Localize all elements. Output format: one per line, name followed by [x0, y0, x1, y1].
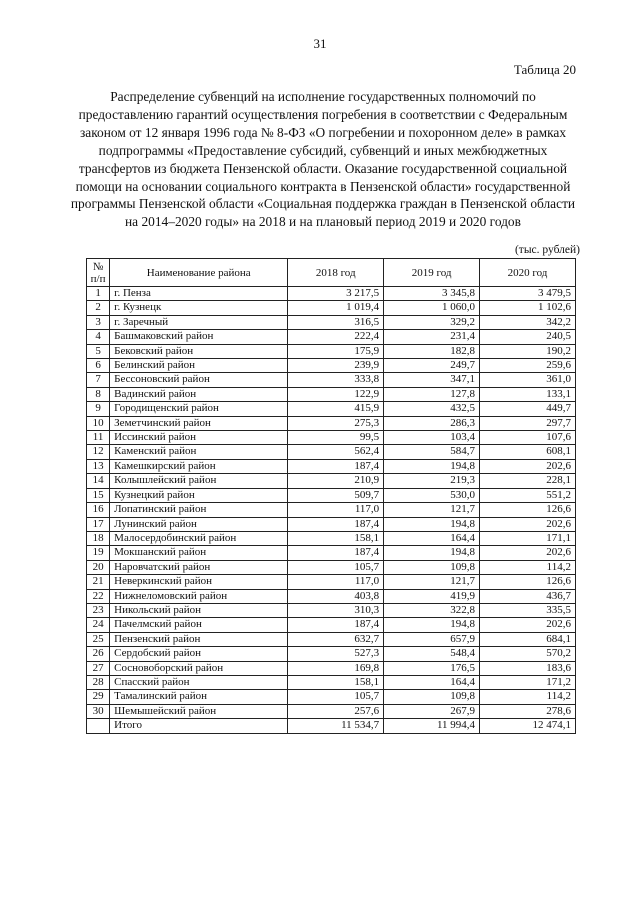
row-num: 11: [87, 431, 110, 445]
total-2018: 11 534,7: [288, 719, 384, 733]
subvention-table: [86, 258, 576, 734]
table-row: [87, 474, 576, 488]
value-2020: 202,6: [480, 618, 576, 632]
total-2020: 12 474,1: [480, 719, 576, 733]
district-name: г. Кузнецк: [110, 301, 288, 315]
value-2018: 158,1: [288, 675, 384, 689]
district-name: Городищенский район: [110, 402, 288, 416]
district-name: Башмаковский район: [110, 330, 288, 344]
table-row: [87, 301, 576, 315]
value-2020: 297,7: [480, 416, 576, 430]
value-2019: 657,9: [384, 632, 480, 646]
district-name: Наровчатский район: [110, 560, 288, 574]
value-2020: 126,6: [480, 503, 576, 517]
value-2018: 122,9: [288, 387, 384, 401]
row-num: 8: [87, 387, 110, 401]
row-num: 7: [87, 373, 110, 387]
table-row: [87, 445, 576, 459]
district-name: Нижнеломовский район: [110, 589, 288, 603]
page-number: 31: [313, 36, 327, 51]
district-name: Кузнецкий район: [110, 488, 288, 502]
units-note: (тыс. рублей): [514, 244, 580, 256]
row-num: 28: [87, 675, 110, 689]
value-2020: 202,6: [480, 517, 576, 531]
value-2019: 194,8: [384, 618, 480, 632]
table-row: [87, 704, 576, 718]
value-2019: 286,3: [384, 416, 480, 430]
value-2019: 121,7: [384, 503, 480, 517]
value-2019: 548,4: [384, 647, 480, 661]
value-2020: 1 102,6: [480, 301, 576, 315]
row-num: 14: [87, 474, 110, 488]
value-2018: 105,7: [288, 690, 384, 704]
district-name: Сердобский район: [110, 647, 288, 661]
district-name: Бессоновский район: [110, 373, 288, 387]
table-row: [87, 287, 576, 301]
district-name: Лопатинский район: [110, 503, 288, 517]
row-num: 17: [87, 517, 110, 531]
district-name: г. Пенза: [110, 287, 288, 301]
table-row: [87, 387, 576, 401]
value-2018: 632,7: [288, 632, 384, 646]
table-row: [87, 459, 576, 473]
row-num: 2: [87, 301, 110, 315]
value-2020: 171,2: [480, 675, 576, 689]
row-num: 3: [87, 315, 110, 329]
value-2019: 182,8: [384, 344, 480, 358]
value-2019: 231,4: [384, 330, 480, 344]
value-2019: 419,9: [384, 589, 480, 603]
row-num: 30: [87, 704, 110, 718]
row-num: 15: [87, 488, 110, 502]
row-num: 20: [87, 560, 110, 574]
value-2018: 316,5: [288, 315, 384, 329]
row-num: 1: [87, 287, 110, 301]
value-2018: 222,4: [288, 330, 384, 344]
table-row: [87, 546, 576, 560]
district-name: Пачелмский район: [110, 618, 288, 632]
value-2019: 176,5: [384, 661, 480, 675]
value-2020: 240,5: [480, 330, 576, 344]
row-num: 23: [87, 603, 110, 617]
header-name: Наименование района: [110, 259, 288, 287]
district-name: Пензенский район: [110, 632, 288, 646]
row-num: 5: [87, 344, 110, 358]
value-2019: 121,7: [384, 575, 480, 589]
value-2020: 190,2: [480, 344, 576, 358]
header-2020: 2020 год: [480, 259, 576, 287]
value-2018: 210,9: [288, 474, 384, 488]
value-2019: 347,1: [384, 373, 480, 387]
value-2019: 329,2: [384, 315, 480, 329]
value-2018: 99,5: [288, 431, 384, 445]
table-row: [87, 402, 576, 416]
row-num: 29: [87, 690, 110, 704]
value-2018: 403,8: [288, 589, 384, 603]
district-name: Лунинский район: [110, 517, 288, 531]
value-2018: 239,9: [288, 359, 384, 373]
value-2020: 361,0: [480, 373, 576, 387]
value-2020: 570,2: [480, 647, 576, 661]
header-2019: 2019 год: [384, 259, 480, 287]
total-row: [87, 719, 576, 733]
value-2020: 278,6: [480, 704, 576, 718]
value-2020: 259,6: [480, 359, 576, 373]
value-2018: 333,8: [288, 373, 384, 387]
district-name: Шемышейский район: [110, 704, 288, 718]
table-row: [87, 647, 576, 661]
value-2018: 275,3: [288, 416, 384, 430]
row-num: 9: [87, 402, 110, 416]
value-2018: 527,3: [288, 647, 384, 661]
district-name: Колышлейский район: [110, 474, 288, 488]
value-2018: 3 217,5: [288, 287, 384, 301]
row-num: 6: [87, 359, 110, 373]
district-name: Спасский район: [110, 675, 288, 689]
district-name: Никольский район: [110, 603, 288, 617]
table-row: [87, 531, 576, 545]
value-2019: 267,9: [384, 704, 480, 718]
value-2020: 608,1: [480, 445, 576, 459]
value-2018: 175,9: [288, 344, 384, 358]
value-2020: 114,2: [480, 690, 576, 704]
value-2018: 562,4: [288, 445, 384, 459]
value-2018: 187,4: [288, 517, 384, 531]
total-2019: 11 994,4: [384, 719, 480, 733]
district-name: Малосердобинский район: [110, 531, 288, 545]
value-2020: 449,7: [480, 402, 576, 416]
value-2019: 127,8: [384, 387, 480, 401]
value-2019: 109,8: [384, 560, 480, 574]
row-num: 10: [87, 416, 110, 430]
table-row: [87, 575, 576, 589]
value-2020: 551,2: [480, 488, 576, 502]
value-2019: 584,7: [384, 445, 480, 459]
value-2019: 194,8: [384, 517, 480, 531]
value-2020: 202,6: [480, 546, 576, 560]
table-row: [87, 416, 576, 430]
district-name: Иссинский район: [110, 431, 288, 445]
value-2018: 105,7: [288, 560, 384, 574]
value-2018: 310,3: [288, 603, 384, 617]
value-2018: 117,0: [288, 503, 384, 517]
district-name: Бековский район: [110, 344, 288, 358]
table-row: [87, 373, 576, 387]
table-row: [87, 675, 576, 689]
table-row: [87, 503, 576, 517]
value-2020: 436,7: [480, 589, 576, 603]
table-row: [87, 661, 576, 675]
table-row: [87, 560, 576, 574]
value-2020: 684,1: [480, 632, 576, 646]
district-name: Сосновоборский район: [110, 661, 288, 675]
district-name: Тамалинский район: [110, 690, 288, 704]
district-name: Каменский район: [110, 445, 288, 459]
table-row: [87, 632, 576, 646]
district-name: Неверкинский район: [110, 575, 288, 589]
table-row: [87, 488, 576, 502]
value-2020: 171,1: [480, 531, 576, 545]
value-2019: 432,5: [384, 402, 480, 416]
row-num: 25: [87, 632, 110, 646]
district-name: Камешкирский район: [110, 459, 288, 473]
row-num: 16: [87, 503, 110, 517]
table-row: [87, 517, 576, 531]
row-num: 13: [87, 459, 110, 473]
row-num: 4: [87, 330, 110, 344]
value-2018: 158,1: [288, 531, 384, 545]
value-2019: 219,3: [384, 474, 480, 488]
value-2019: 194,8: [384, 546, 480, 560]
table-row: [87, 603, 576, 617]
value-2018: 187,4: [288, 618, 384, 632]
value-2018: 509,7: [288, 488, 384, 502]
table-number: Таблица 20: [513, 62, 576, 77]
table-row: [87, 589, 576, 603]
value-2019: 103,4: [384, 431, 480, 445]
value-2019: 194,8: [384, 459, 480, 473]
value-2020: 183,6: [480, 661, 576, 675]
row-num: 21: [87, 575, 110, 589]
district-name: Мокшанский район: [110, 546, 288, 560]
district-name: Вадинский район: [110, 387, 288, 401]
value-2019: 164,4: [384, 531, 480, 545]
value-2020: 133,1: [480, 387, 576, 401]
table-row: [87, 315, 576, 329]
value-2019: 322,8: [384, 603, 480, 617]
document-title: Распределение субвенций на исполнение государственных полномочий по предоставлению гарантий осуществления погребения в соответствии с Федеральным законом от 12 января 1996 года № 8-ФЗ «О погребении и похоронном деле» в рамках подпрограммы «Предоставление субсидий, субвенций и иных межбюджетных трансфертов из бюджета Пензенской области. Оказание государственной социальной помощи на основании социального контракта в Пензенской области» государственной программы Пензенской области «Социальная поддержка граждан в Пензенской области на 2014–2020 годы» на 2018 и на плановый период 2019 и 2020 годов: [70, 89, 576, 230]
row-num: 24: [87, 618, 110, 632]
value-2018: 117,0: [288, 575, 384, 589]
table-row: [87, 431, 576, 445]
header-2018: 2018 год: [288, 259, 384, 287]
total-num: [87, 719, 110, 733]
value-2018: 257,6: [288, 704, 384, 718]
table-row: [87, 690, 576, 704]
table-header-row: [87, 259, 576, 287]
value-2020: 3 479,5: [480, 287, 576, 301]
value-2018: 1 019,4: [288, 301, 384, 315]
value-2020: 335,5: [480, 603, 576, 617]
district-name: г. Заречный: [110, 315, 288, 329]
table-row: [87, 344, 576, 358]
total-label: Итого: [110, 719, 288, 733]
value-2018: 187,4: [288, 546, 384, 560]
value-2020: 114,2: [480, 560, 576, 574]
row-num: 26: [87, 647, 110, 661]
row-num: 19: [87, 546, 110, 560]
value-2020: 202,6: [480, 459, 576, 473]
row-num: 27: [87, 661, 110, 675]
value-2018: 415,9: [288, 402, 384, 416]
district-name: Земетчинский район: [110, 416, 288, 430]
table-row: [87, 330, 576, 344]
value-2020: 342,2: [480, 315, 576, 329]
value-2020: 126,6: [480, 575, 576, 589]
table-row: [87, 359, 576, 373]
header-num: № п/п: [87, 259, 110, 287]
row-num: 12: [87, 445, 110, 459]
row-num: 18: [87, 531, 110, 545]
value-2019: 109,8: [384, 690, 480, 704]
row-num: 22: [87, 589, 110, 603]
value-2018: 187,4: [288, 459, 384, 473]
value-2019: 249,7: [384, 359, 480, 373]
value-2018: 169,8: [288, 661, 384, 675]
district-name: Белинский район: [110, 359, 288, 373]
value-2020: 228,1: [480, 474, 576, 488]
value-2019: 530,0: [384, 488, 480, 502]
value-2019: 3 345,8: [384, 287, 480, 301]
value-2019: 164,4: [384, 675, 480, 689]
table-row: [87, 618, 576, 632]
value-2019: 1 060,0: [384, 301, 480, 315]
value-2020: 107,6: [480, 431, 576, 445]
table-body: [87, 287, 576, 719]
